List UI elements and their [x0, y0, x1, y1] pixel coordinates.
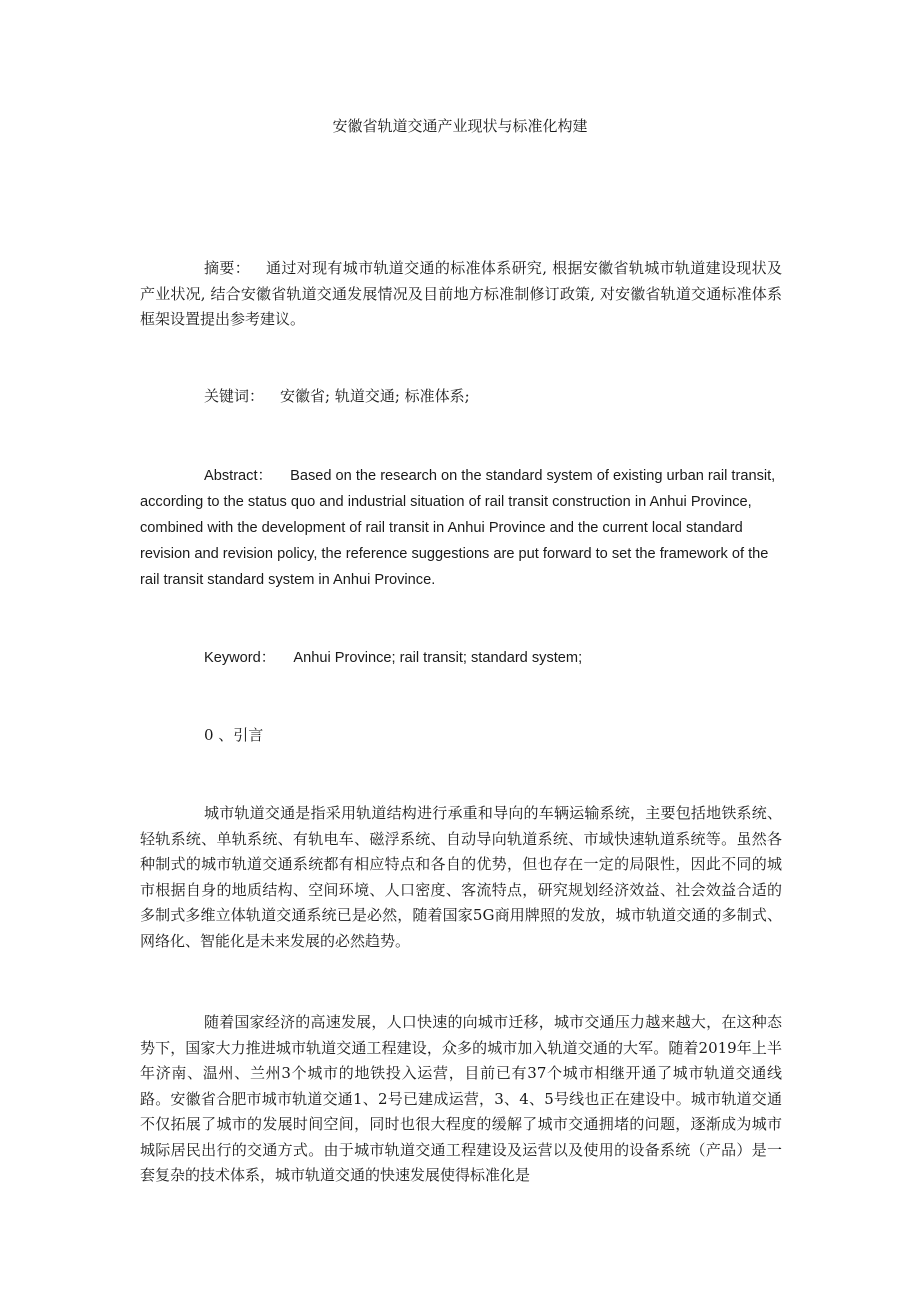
abstract-en-text: Based on the research on the standard system of existing urban rail transit, according to the status quo and industrial situation of rail transit construction in Anhui Province, combined with the development of rail transit in Anhui Province and the current local standard revision and revision policy, the reference suggestions are put forward to set the framework of the rail transit standard system in Anhui Province. — [140, 468, 776, 588]
abstract-zh — [140, 256, 782, 333]
abstract-zh-text: 通过对现有城市轨道交通的标准体系研究, 根据安徽省轨城市轨道建设现状及产业状况, 结合安徽省轨道交通发展情况及目前地方标准制修订政策, 对安徽省轨道交通标准体系框架设置提出参考建议。 — [140, 259, 782, 328]
keywords-zh-label: 关键词： — [204, 387, 265, 405]
abstract-en — [140, 463, 790, 593]
abstract-en-label: Abstract： — [204, 468, 273, 484]
abstract-zh-label: 摘要： — [204, 259, 251, 277]
keywords-zh-text: 安徽省; 轨道交通; 标准体系; — [280, 387, 470, 405]
paper-title: 安徽省轨道交通产业现状与标准化构建 — [332, 117, 588, 135]
keywords-en-text: Anhui Province; rail transit; standard system; — [293, 650, 583, 666]
keywords-en — [140, 645, 782, 671]
body-paragraph-1: 城市轨道交通是指采用轨道结构进行承重和导向的车辆运输系统，主要包括地铁系统、轻轨系统、单轨系统、有轨电车、磁浮系统、自动导向轨道系统、市域快速轨道系统等。虽然各种制式的城市轨道交通系统都有相应特点和各自的优势，但也存在一定的局限性，因此不同的城市根据自身的地质结构、空间环境、人口密度、客流特点，研究规划经济效益、社会效益合适的多制式多维立体轨道交通系统已是必然，随着国家5G商用牌照的发放，城市轨道交通的多制式、网络化、智能化是未来发展的必然趋势。 — [140, 804, 782, 950]
section-heading-intro: 0 、引言 — [204, 726, 264, 744]
body-paragraph-2: 随着国家经济的高速发展，人口快速的向城市迁移，城市交通压力越来越大，在这种态势下，国家大力推进城市轨道交通工程建设，众多的城市加入轨道交通的大军。随着2019年上半年济南、温州、兰州3个城市的地铁投入运营，目前已有37个城市相继开通了城市轨道交通线路。安徽省合肥市城市轨道交通1、2号已建成运营，3、4、5号线也正在建设中。城市轨道交通不仅拓展了城市的发展时间空间，同时也很大程度的缓解了城市交通拥堵的问题，逐渐成为城市城际居民出行的交通方式。由于城市轨道交通工程建设及运营以及使用的设备系统（产品）是一套复杂的技术体系，城市轨道交通的快速发展使得标准化是 — [140, 1013, 782, 1184]
keywords-zh — [140, 384, 782, 410]
keywords-en-label: Keyword： — [204, 650, 276, 666]
